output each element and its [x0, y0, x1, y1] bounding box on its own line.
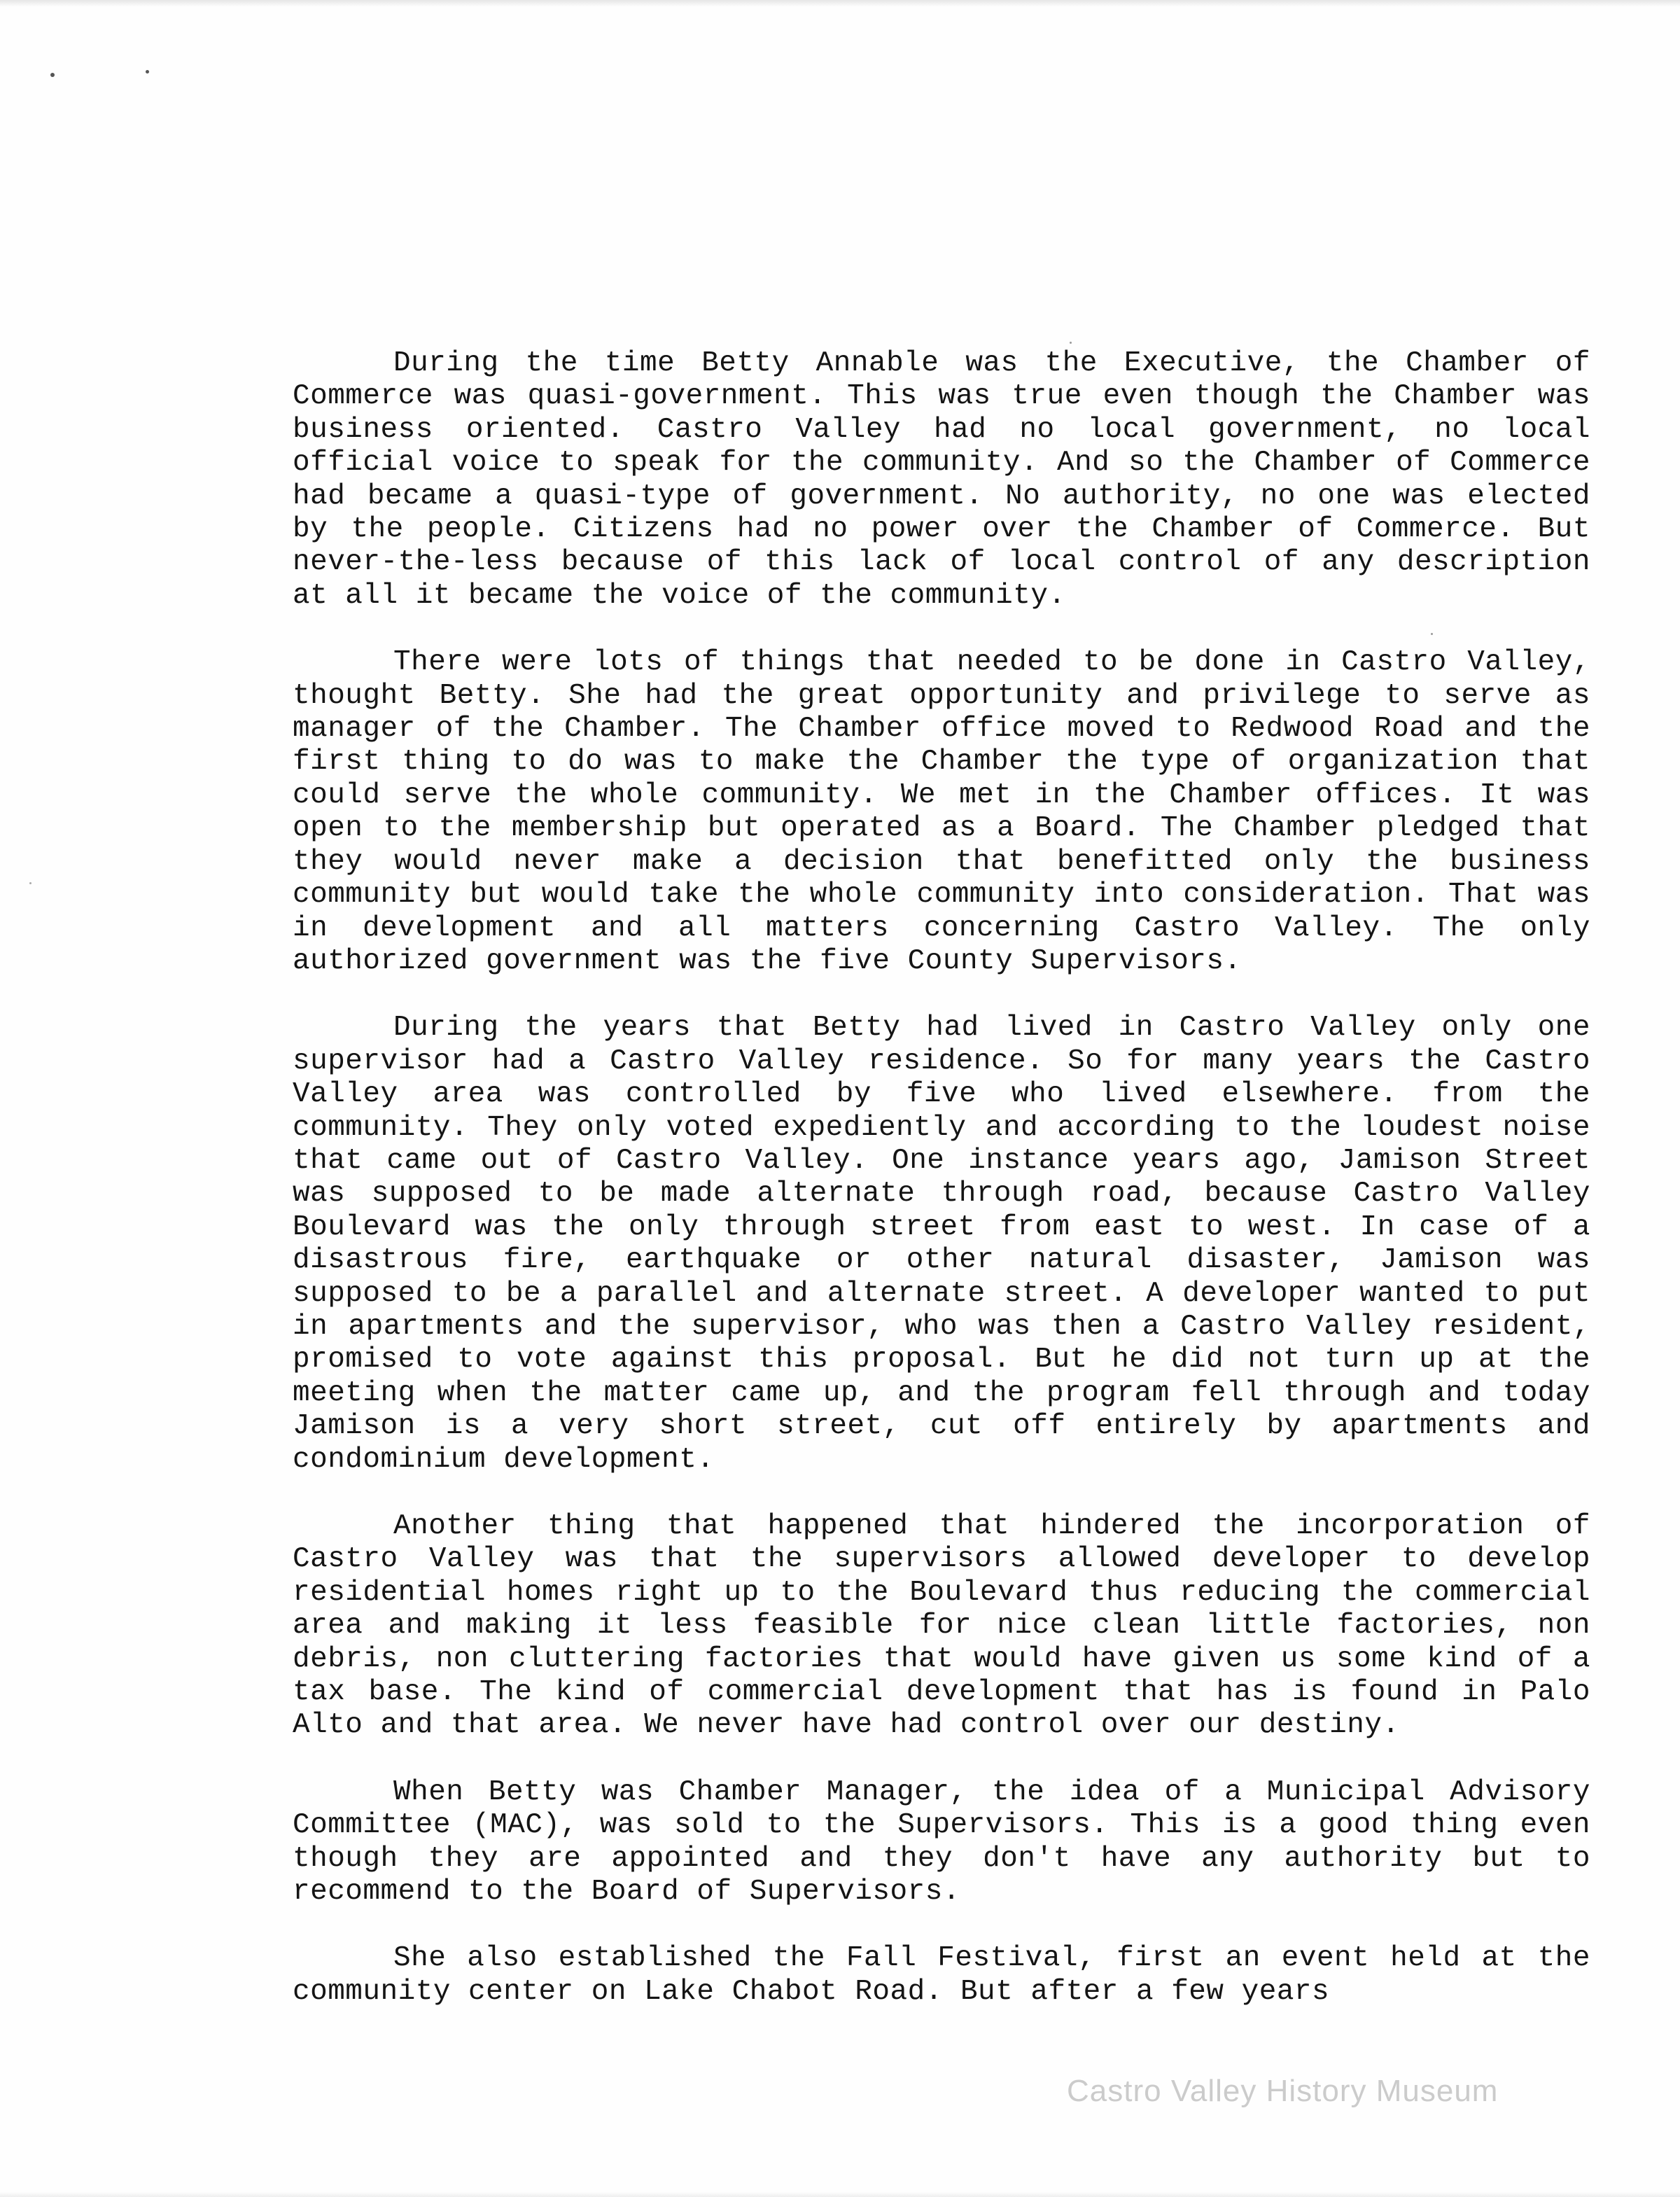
scan-top-edge	[0, 0, 1680, 7]
paragraph-municipal-advisory-committee: When Betty was Chamber Manager, the idea of a Municipal Advisory Committee (MAC), was sold to the Supervisors. This is a good thing even though they are appointed and they don't have any authority but to recommend to the Board of Supervisors.	[293, 1776, 1590, 1909]
scan-speck	[1070, 342, 1072, 344]
scan-speck	[50, 73, 55, 77]
paragraph-things-to-be-done: There were lots of things that needed to be done in Castro Valley, thought Betty. She had the great opportunity and privilege to serve as manager of the Chamber. The Chamber office moved to Redwood Road and the first thing to do was to make the Chamber the type of organization that could serve the whole community. We met in the Chamber offices. It was open to the membership but operated as a Board. The Chamber pledged that they would never make a decision that benefitted only the business community but would take the whole community into consideration. That was in development and all matters concerning Castro Valley. The only authorized government was the five County Supervisors.	[293, 646, 1590, 977]
paragraph-incorporation-hindered: Another thing that happened that hindered the incorporation of Castro Valley was that the supervisors allowed developer to develop residential homes right up to the Boulevard thus reducing the commercial area and making it less feasible for nice clean little factories, non debris, non cluttering factories that would have given us some kind of a tax base. The kind of commercial development that has is found in Palo Alto and that area. We never have had control over our destiny.	[293, 1510, 1590, 1742]
scan-bottom-edge	[0, 2191, 1680, 2197]
scan-speck	[29, 882, 31, 884]
paragraph-chamber-quasi-government: During the time Betty Annable was the Executive, the Chamber of Commerce was quasi-government. This was true even though the Chamber was business oriented. Castro Valley had no local government, no local official voice to speak for the community. And so the Chamber of Commerce had became a quasi-type of government. No authority, no one was elected by the people. Citizens had no power over the Chamber of Commerce. But never-the-less because of this lack of local control of any description at all it became the voice of the community.	[293, 347, 1590, 612]
scan-speck	[146, 70, 149, 74]
paragraph-fall-festival: She also established the Fall Festival, first an event held at the community center on Lake Chabot Road. But after a few years	[293, 1942, 1590, 2008]
watermark-text: Castro Valley History Museum	[1067, 2074, 1499, 2108]
document-body	[293, 347, 1590, 2009]
paragraph-supervisors-jamison: During the years that Betty had lived in Castro Valley only one supervisor had a Castro Valley residence. So for many years the Castro Valley area was controlled by five who lived elsewhere. from the community. They only voted expediently and according to the loudest noise that came out of Castro Valley. One instance years ago, Jamison Street was supposed to be made alternate through road, because Castro Valley Boulevard was the only through street from east to west. In case of a disastrous fire, earthquake or other natural disaster, Jamison was supposed to be a parallel and alternate street. A developer wanted to put in apartments and the supervisor, who was then a Castro Valley resident, promised to vote against this proposal. But he did not turn up at the meeting when the matter came up, and the program fell through and today Jamison is a very short street, cut off entirely by apartments and condominium development.	[293, 1012, 1590, 1476]
